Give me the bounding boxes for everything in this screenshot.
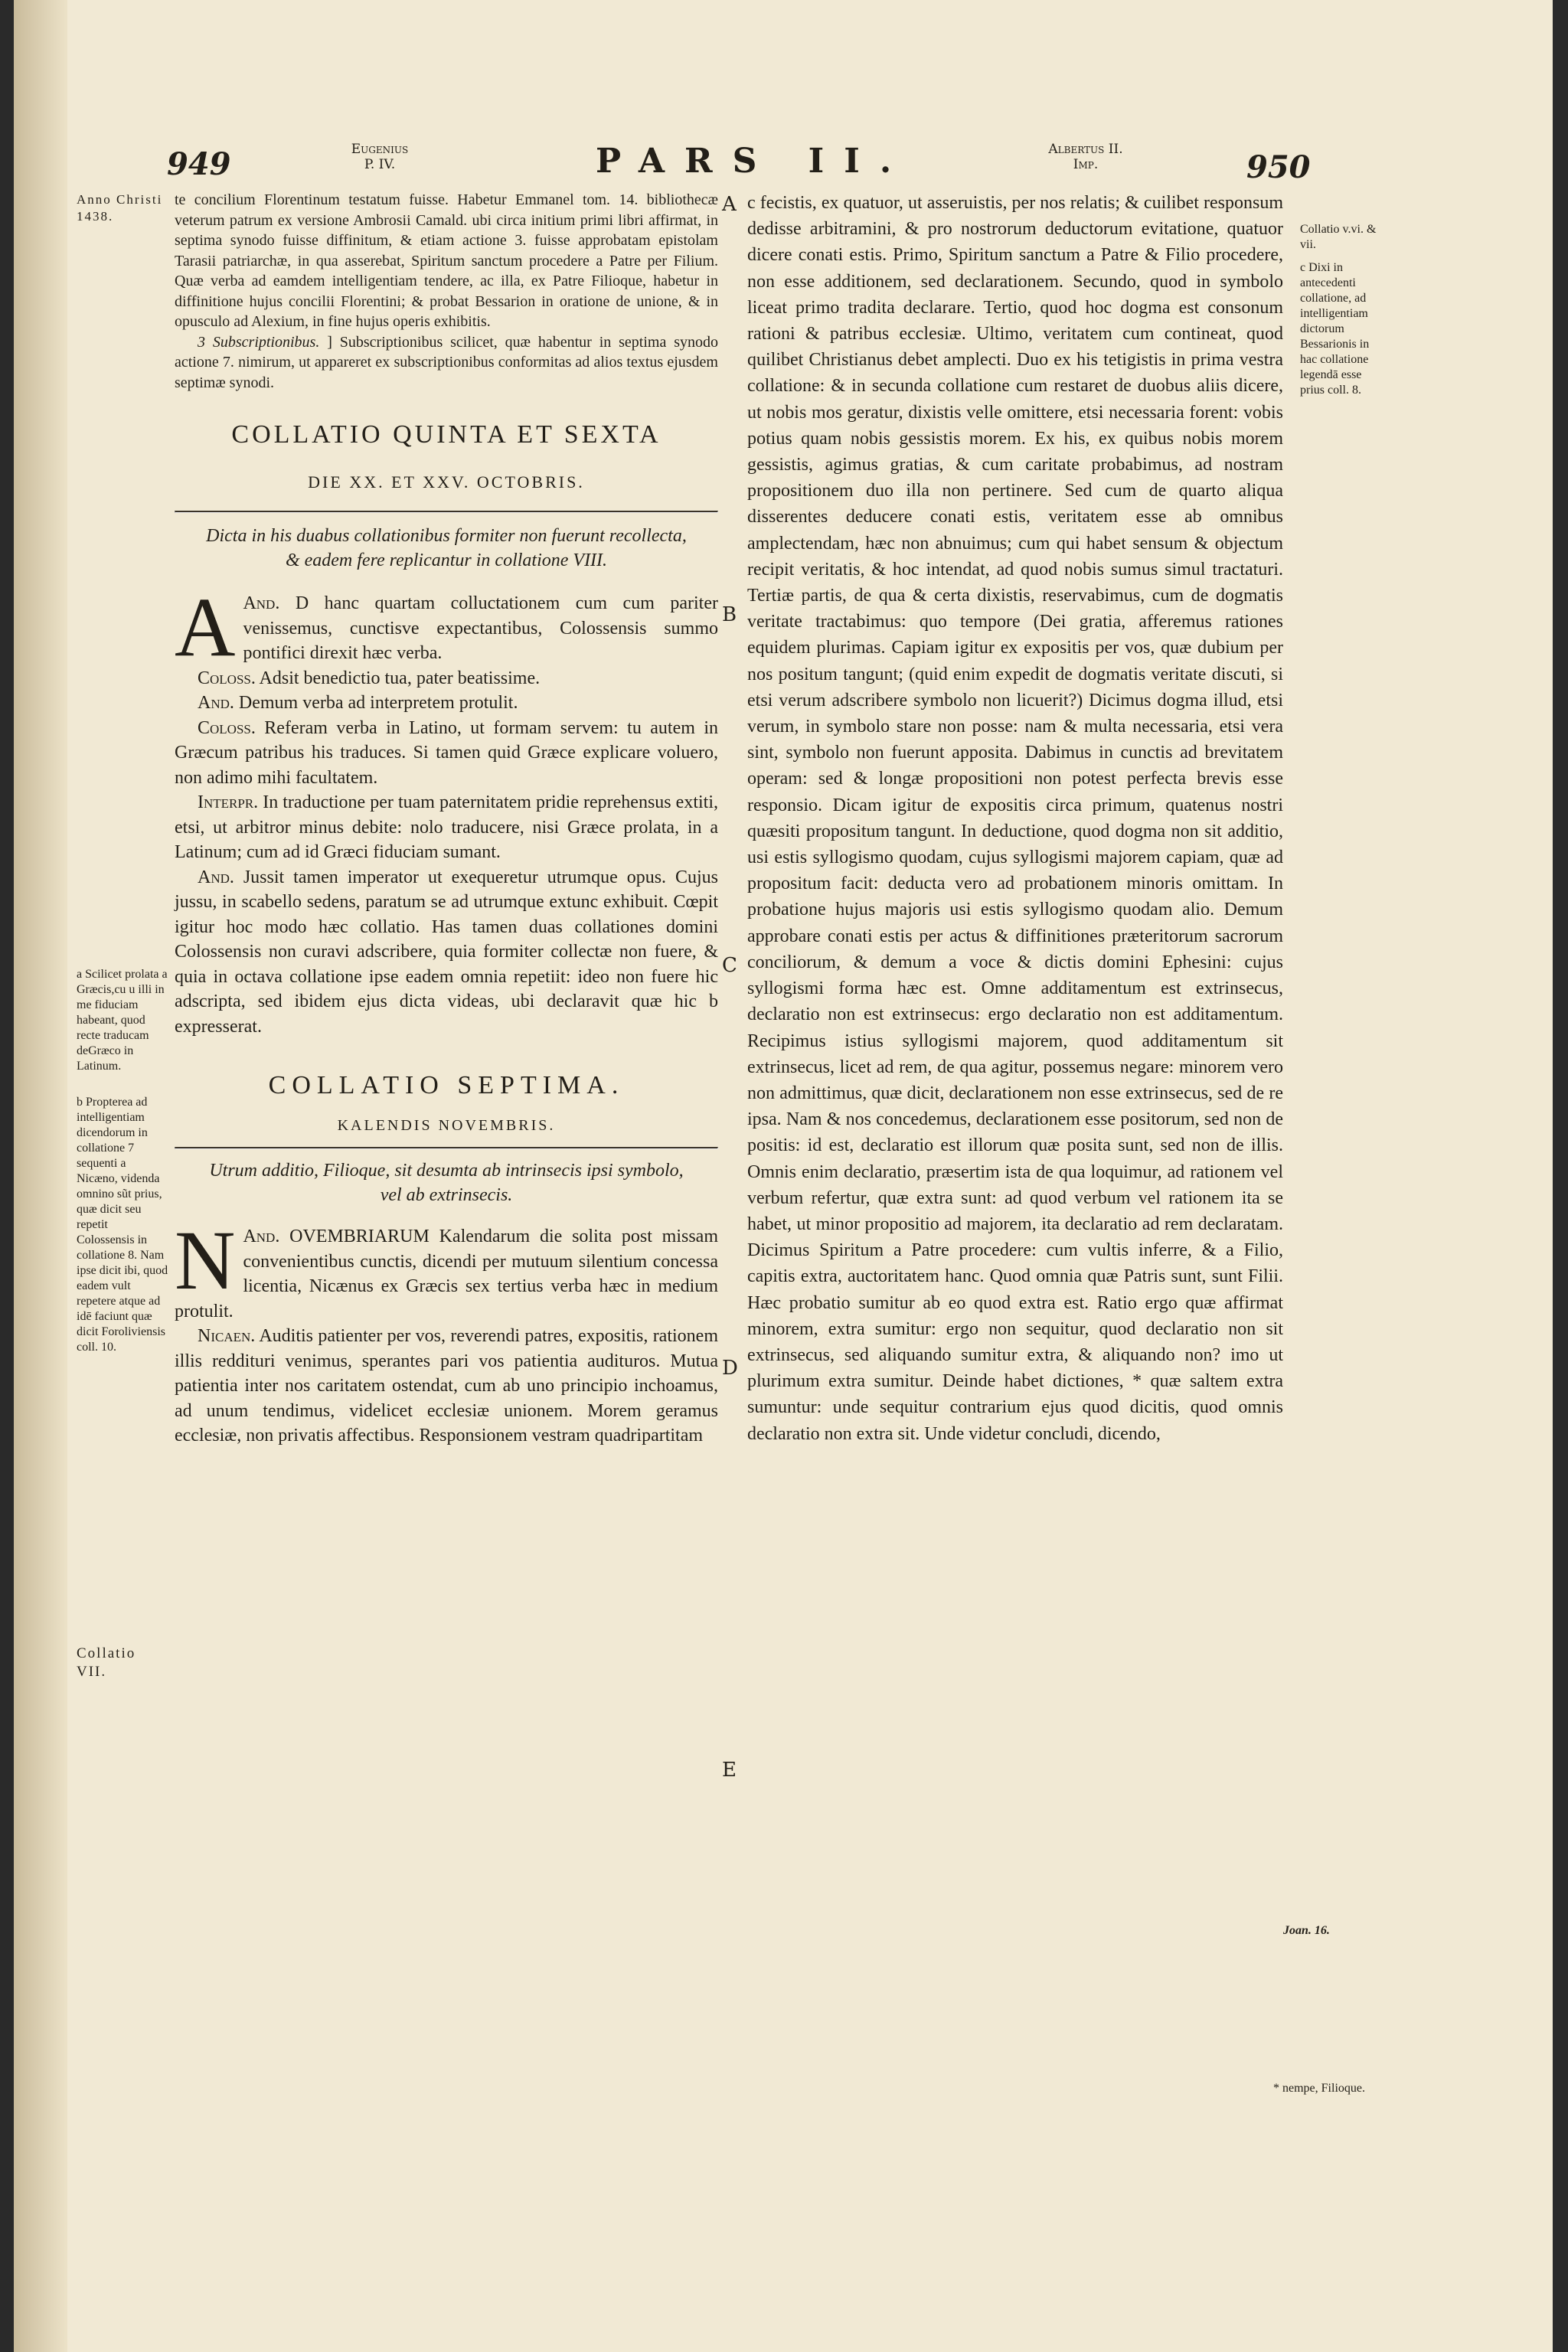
binding-gutter xyxy=(14,0,67,2352)
collatio-7-date: KALENDIS NOVEMBRIS. xyxy=(337,1117,556,1134)
speech-and-4: And. N OVEMBRIARUM Kalendarum die solita post missam convenientibus cunctis, dicendi per mutuum silentium concessa licentia, Nicænus ex Græcis sex tertius verba hæc in medium protulit. xyxy=(175,1214,718,1321)
speech-and-3: And. Jussit tamen imperator ut exequeretur utrumque opus. Cujus jussu, in scabello sedens, paratum se ad utrumque extunc exhibuit. Cœpit igitur hoc modo hæc collatio. Has tamen duas collationes domini Colossensis non curavi adscribere, quia formiter collectæ non fuere, & quia in octava collatione ipse eadem omnia repetiit: ideo non fuere hic adscripta, sed ibidem ejus dicta videas, ubi declaravit quæ hic b expresserat. xyxy=(175,867,719,1037)
margin-note-b: b Propterea ad intelligentiam dicendorum in collatione 7 sequenti a Nicæno, videnda omnino sũt prius, quæ dicit seu repetit Colossensis in collatione 8. Nam ipse dicit ibi, quod eadem vult repetere atque ad idē faciunt quæ dicit Foroliviensis coll. 10. xyxy=(77,1096,168,1354)
collatio-56-date: DIE XX. ET XXV. OCTOBRIS. xyxy=(308,472,585,492)
left-column xyxy=(175,190,718,1449)
book-page xyxy=(14,0,1553,2352)
anno-christi-note: Anno Christi 1438. xyxy=(77,192,163,224)
right-column-text: c fecistis, ex quatuor, ut asseruistis, per nos relatis; & cuilibet responsum dedisse arbitramini, & pro nostrorum deductorum evitatione, quatuor dicere conati estis. Primo, Spiritum sanctum a Patre & Filio procedere, non esse additionem, sed declarationem. Secundo, quod in symbolo liceat primo tradita declarare. Tertio, quod hoc dogma est consonum rationi & patribus ecclesiæ. Ultimo, veritatem cum contineat, quod quilibet Christianus debet amplecti. Duo ex his tetigistis in prima vestra collatione: & in secunda collatione cum restaret de duobus aliis dicere, ut nobis mos geratur, dixistis velle omittere, etsi necessaria forent: vobis potius quam nobis gessistis morem. Ex his, ex quibus nobis morem gessistis, agimus gratias, & cum caritate probabimus, ad nostram propositionem duo illa non pertinere. Sed cum de quarto aliqua disserentes deducere conati estis, veritatem esse ab omnibus amplectendam, hæc non abnuimus; cum qui habet sensum & objectum recipit veritatis, & hoc intendat, ad quod nobis sumus simul tractaturi. Tertiæ partis, de qua & certa dixistis, reservabimus, cum de dogmatis veritate tractabimus: quo tempore (Dei gratia, afferemus rationes equidem plurimas. Capiam igitur ex expositis per vos, quæ dubium per nos positum tangunt; (quid enim expedit de dogmatis veritate discuti, si etsi verum adscribere symbolo non licuerit?) Dicimus dogma illud, etsi verum, in symbolo stare non posse: nam & multa necessaria, etsi vera sint, symbolo non fuerunt apposita. Dabimus in cunctis ad brevitatem operam: sed & longæ propositioni non potest perfecta brevis esse responsio. Dicam igitur de expositis circa primum, quatenus nostri quæsiti propositum tangunt. In deductione, quod dogma non sit additio, usi estis syllogismo quodam, cujus syllogismi majorem capiam, quæ ad propositum facit: deducta vero ad probationem minoris omittam. In probatione hujus majoris usi estis syllogismo quodam alio. Demum approbare conati estis per actus & diffinitiones præteritorum sacrorum conciliorum, & demum a voce & dictis domini Ephesini: cujus syllogismi forma hæc est. Omne additamentum est extrinsecus, declaratio non est extrinsecus: ergo declaratio non est additamentum. Recipimus istius syllogismi majorem, quod additamentum sit extrinsecus, licet ad rem, de qua agitur, possemus negare: minorem vero non admittimus, quæ dicit, declarationem non esse extrinsecus, sed de re ipsa. Nam & nos concedemus, declarationem esse positorum, sed non de positis: id est, declaratio est illorum quæ posita sunt, sed non de illis. Omnis enim declaratio, præsertim ista de qua loquimur, ad rationem vel verbum refertur, quæ extra sunt: ad quod verbum vel rationem ita se habet, ut minor propositio ad majorem, ita declaratio ad rem declaratam. Dicimus Spiritum a Patre procedere: cum vultis inferre, & a Filio, capitis extra, auctoritatem hanc. Quod omnia quæ Patris sunt, sunt Filii. Hæc probatio sumitur ab eo quod extra est. Ratio ergo quæ affirmat minorem, extra sumitur: ergo non sequitur, quod declaratio non sit extrinsecus, sed aliquando sumitur extra, & aliquando non? imo ut plurimum extra sumitur. Deinde habet dictiones, * quæ saltem extra sumuntur: unde sequitur contrarium ejus quod dicitis, quod omnis declaratio non extra sit. Unde videtur concludi, dicendo, xyxy=(747,193,1283,1444)
margin-note-a: a Scilicet prolata a Græcis,cu u illi in me fiduciam habeant, quod recte traducam deGræco in Latinum. xyxy=(77,968,168,1073)
drop-cap-a: A xyxy=(175,580,236,674)
footnote-3: 3 Subscriptionibus. ] Subscriptionibus scilicet, quæ habentur in septima synodo actione 7. nimirum, ut appareret ex subscriptionibus conformitas ad alios textus ejusdem septimæ synodi. xyxy=(175,333,719,391)
drop-cap-n: N xyxy=(175,1214,236,1307)
speech-and-1: And. A D hanc quartam colluctationem cum cum pariter venissemus, cunctisve expectantibus, Colossensis summo pontifici direxit hæc verba. xyxy=(175,580,718,674)
speech-coloss-1: Coloss. Adsit benedictio tua, pater beatissime. xyxy=(198,668,541,688)
collatio-7-title: COLLATIO SEPTIMA. xyxy=(268,1071,625,1099)
collatio-7-question: Utrum additio, Filioque, sit desumta ab intrinsecis ipsi symbolo, vel ab extrinsecis. xyxy=(209,1161,684,1205)
collatio-vii-margin-label: Collatio VII. xyxy=(77,1645,136,1680)
margin-note-c: c Dixi in antecedenti collatione, ad intelligentiam dictorum Bessarionis in hac collatione legendā esse prius coll. 8. xyxy=(1300,261,1370,397)
speech-interpr: Interpr. In traductione per tuam paternitatem pridie reprehensus extiti, etsi, ut arbitror minus debite: nolo traducere, nisi Græce prolata, in a Latinum; cum ad id Græci fiduciam sumant. xyxy=(175,792,718,862)
speech-nicaen: Nicaen. Auditis patienter per vos, reverendi patres, expositis, rationem illis reddituri venimus, sperantes pari vos patientia audituros. Mutua patientia inter nos caritatem ostendat, cum ab uno principio inchoamus, ad unum tendimus, videlicet ecclesiæ unionem. Morem geramus ecclesiæ, non privatis affectibus. Responsionem vestram quadripartitam xyxy=(175,1326,718,1446)
collatio-56-summary: Dicta in his duabus collationibus formiter non fuerunt recollecta, & eadem fere replicantur in collatione VIII. xyxy=(206,526,687,570)
collatio-56-title: COLLATIO QUINTA ET SEXTA xyxy=(231,420,662,449)
section-letter-c: C xyxy=(722,954,737,977)
section-letter-e: E xyxy=(722,1759,737,1782)
section-letter-b: B xyxy=(722,603,737,626)
page-number-left: 949 xyxy=(167,146,231,182)
speech-coloss-2: Coloss. Referam verba in Latino, ut formam servem: tu autem in Græcum patribus his traduces. Si tamen quid Græce explicare voluero, non adimo mihi facultatem. xyxy=(175,717,718,788)
section-letter-d: D xyxy=(722,1357,738,1380)
margin-note-nempe: * nempe, Filioque. xyxy=(1273,2082,1365,2095)
section-letter-a: A xyxy=(722,193,737,216)
right-column xyxy=(747,190,1283,1447)
page-number-right: 950 xyxy=(1246,149,1311,185)
running-head-right: Albertus II. Imp. xyxy=(1048,142,1123,172)
page-title: PARS II. xyxy=(596,142,912,181)
intro-footnote: te concilium Florentinum testatum fuisse. Habetur Emmanel tom. 14. bibliothecæ veterum patrum ex versione Ambrosii Camald. ubi circa initium primi libri affirmat, in septima synodo fuisse diffinitum, & etiam actione 3. fuisse approbatam epistolam Tarasii patriarchæ, in qua asserebat, Spiritum sanctum procedere a Patre per Filium. Quæ verba ad eamdem intelligentiam tendere, ac illa, ex Patre Filioque, habetur in diffinitione hujus concilii Florentini; & probat Bessarion in oratione de unione, & in opusculo ad Alexium, in fine hujus operis exhibitis. xyxy=(175,191,718,330)
collatio-margin-label: Collatio v.vi. & vii. xyxy=(1300,223,1377,251)
running-head-left: Eugenius P. IV. xyxy=(351,142,409,172)
speech-and-2: And. Demum verba ad interpretem protulit. xyxy=(198,693,518,713)
margin-note-ioan: Joan. 16. xyxy=(1283,1924,1330,1937)
